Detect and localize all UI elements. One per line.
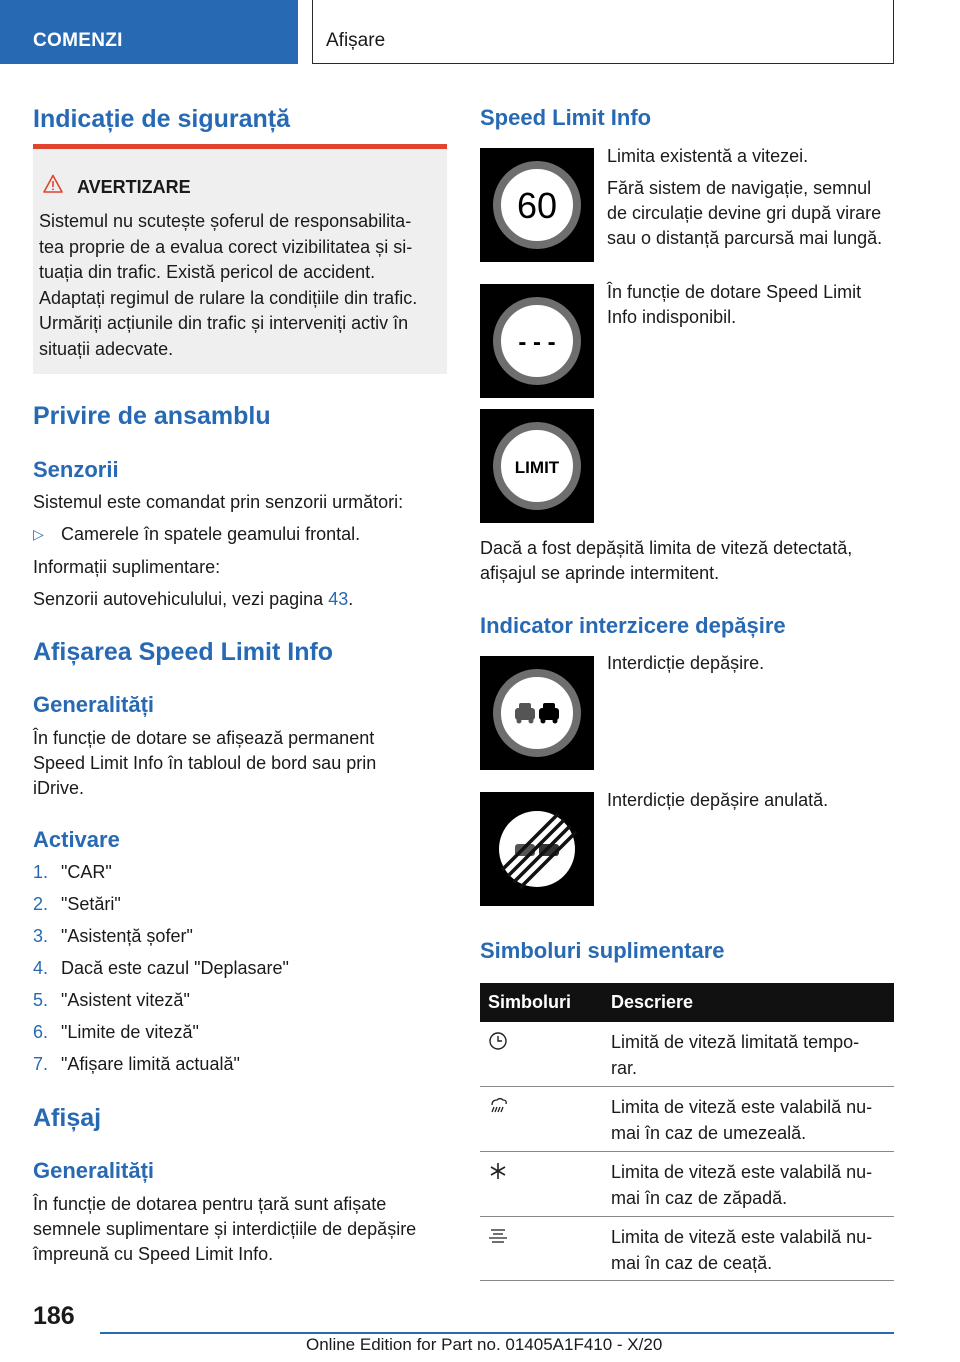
display-title: Afișaj xyxy=(33,1104,102,1132)
header-section-label: COMENZI xyxy=(33,30,123,51)
step-number: 2. xyxy=(33,894,49,914)
sensors-title: Senzorii xyxy=(33,457,119,482)
fog-icon xyxy=(487,1225,509,1247)
header-subsection-tab[interactable] xyxy=(312,0,894,64)
rain-icon xyxy=(487,1095,509,1117)
row-line: mai în caz de umezeală. xyxy=(611,1122,807,1143)
warning-box xyxy=(33,144,447,374)
page-link[interactable]: 43 xyxy=(328,589,349,609)
speed-limit-sign-unavailable xyxy=(480,284,594,398)
no-overtaking-text: Interdicție depășire. xyxy=(607,653,765,673)
step-number: 6. xyxy=(33,1022,49,1042)
sign-value-text: - - - xyxy=(518,329,556,356)
table-row xyxy=(480,1022,894,1087)
speed-limit-sign-60 xyxy=(480,148,594,262)
row-line: Limita de viteză este valabilă nu- xyxy=(611,1227,873,1247)
step-text: Dacă este cazul "Deplasare" xyxy=(61,958,289,978)
warning-line: Adaptați regimul de rulare la condițiile din trafic. xyxy=(39,287,418,308)
display-general-text xyxy=(33,1192,416,1267)
overview-title: Privire de ansamblu xyxy=(33,402,271,430)
sensors-bullet: Camerele în spatele geamului frontal. xyxy=(61,524,361,544)
general-line: Speed Limit Info în tabloul de bord sau prin xyxy=(33,753,377,773)
sign1-line: Fără sistem de navigație, semnul xyxy=(607,178,872,198)
additional-title: Simboluri suplimentare xyxy=(480,938,725,963)
warning-text xyxy=(39,209,443,362)
col-symbols: Simboluri xyxy=(488,992,572,1012)
step-number: 5. xyxy=(33,990,49,1010)
row-line: Limita de viteză este valabilă nu- xyxy=(611,1097,873,1117)
no-overtaking-title: Indicator interzicere depășire xyxy=(480,613,786,638)
general-title: Generalități xyxy=(33,692,155,717)
info-text-end: . xyxy=(348,589,354,609)
warning-line: Sistemul nu scutește șoferul de responsabilita- xyxy=(39,211,412,231)
row-line: Limita de viteză este valabilă nu- xyxy=(611,1162,873,1182)
info-label: Informații suplimentare: xyxy=(33,557,221,577)
sign-value-text: LIMIT xyxy=(514,458,560,477)
step-number: 4. xyxy=(33,958,49,978)
step-text: "Asistent viteză" xyxy=(61,990,190,1010)
sign1-description xyxy=(607,144,897,251)
exceed-line: afișajul se aprinde intermitent. xyxy=(480,563,720,583)
row-line: mai în caz de zăpadă. xyxy=(611,1187,788,1208)
header-subsection-label: Afișare xyxy=(326,30,386,51)
end-no-overtaking-text: Interdicție depășire anulată. xyxy=(607,790,829,810)
step-number: 1. xyxy=(33,862,49,882)
display-general-title: Generalități xyxy=(33,1158,155,1183)
general-text xyxy=(33,726,376,801)
general-line: iDrive. xyxy=(33,778,85,798)
safety-title: Indicație de siguranță xyxy=(33,105,291,133)
step-number: 7. xyxy=(33,1054,49,1074)
warning-line: tuația din trafic. Există pericol de accident. xyxy=(39,262,376,282)
table-row xyxy=(480,1217,894,1281)
speed-limit-sign-limit xyxy=(480,409,594,523)
row-line: rar. xyxy=(611,1057,638,1078)
sign1-line: sau o distanță parcursă mai lungă. xyxy=(607,228,883,248)
sign2-line: Info indisponibil. xyxy=(607,307,737,327)
footer-edition: Online Edition for Part no. 01405A1F410 - X/20 xyxy=(306,1335,663,1354)
sign1-line: Limita existentă a vitezei. xyxy=(607,146,809,166)
clock-icon xyxy=(487,1030,509,1052)
warning-label: AVERTIZARE xyxy=(77,177,191,197)
end-no-overtaking-sign xyxy=(480,792,594,906)
warning-line: Urmăriți acțiunile din trafic și interveniți activ în xyxy=(39,313,409,333)
page-number: 186 xyxy=(33,1302,75,1330)
table-header xyxy=(480,983,894,1022)
step-text: "Setări" xyxy=(61,894,121,914)
sign-value-text: 60 xyxy=(516,185,558,226)
no-overtaking-sign xyxy=(480,656,594,770)
sensors-text: Sistemul este comandat prin senzorii următori: xyxy=(33,492,404,512)
display-general-line: împreună cu Speed Limit Info. xyxy=(33,1244,274,1264)
row-line: Limită de viteză limitată tempo- xyxy=(611,1032,860,1052)
bullet-triangle-icon: ▷ xyxy=(33,526,44,542)
row-line: mai în caz de ceață. xyxy=(611,1252,773,1273)
exceed-text xyxy=(480,536,894,586)
snowflake-icon xyxy=(487,1160,509,1182)
warning-triangle-icon xyxy=(43,174,63,194)
col-description: Descriere xyxy=(611,992,694,1012)
row-text xyxy=(611,1160,887,1211)
footer-divider xyxy=(100,1332,894,1334)
step-text: "Limite de viteză" xyxy=(61,1022,199,1042)
warning-line: situații adecvate. xyxy=(39,338,174,359)
row-text xyxy=(611,1225,887,1276)
row-text xyxy=(611,1030,887,1081)
step-text: "CAR" xyxy=(61,862,112,882)
display-general-line: semnele suplimentare și interdicțiile de depășire xyxy=(33,1219,417,1239)
info-text-body: Senzorii autovehiculului, vezi pagina xyxy=(33,589,329,609)
display-speed-title: Afișarea Speed Limit Info xyxy=(33,638,334,666)
table-row xyxy=(480,1087,894,1152)
exceed-line: Dacă a fost depășită limita de viteză detectată, xyxy=(480,538,853,558)
header-section-tab[interactable] xyxy=(0,0,298,64)
sign2-line: În funcție de dotare Speed Limit xyxy=(607,282,862,302)
row-text xyxy=(611,1095,887,1146)
general-line: În funcție de dotare se afișează permanent xyxy=(33,728,375,748)
sign2-description xyxy=(607,280,897,330)
sign1-line: de circulație devine gri după virare xyxy=(607,203,882,223)
step-text: "Afișare limită actuală" xyxy=(61,1054,240,1074)
activation-title: Activare xyxy=(33,827,120,852)
table-row xyxy=(480,1152,894,1217)
warning-line: tea proprie de a evalua corect vizibilitatea și si- xyxy=(39,236,413,257)
info-text xyxy=(33,587,353,612)
display-general-line: În funcție de dotarea pentru țară sunt afișate xyxy=(33,1194,387,1214)
speed-limit-info-title: Speed Limit Info xyxy=(480,105,652,130)
step-text: "Asistență șofer" xyxy=(61,926,193,946)
step-number: 3. xyxy=(33,926,49,946)
